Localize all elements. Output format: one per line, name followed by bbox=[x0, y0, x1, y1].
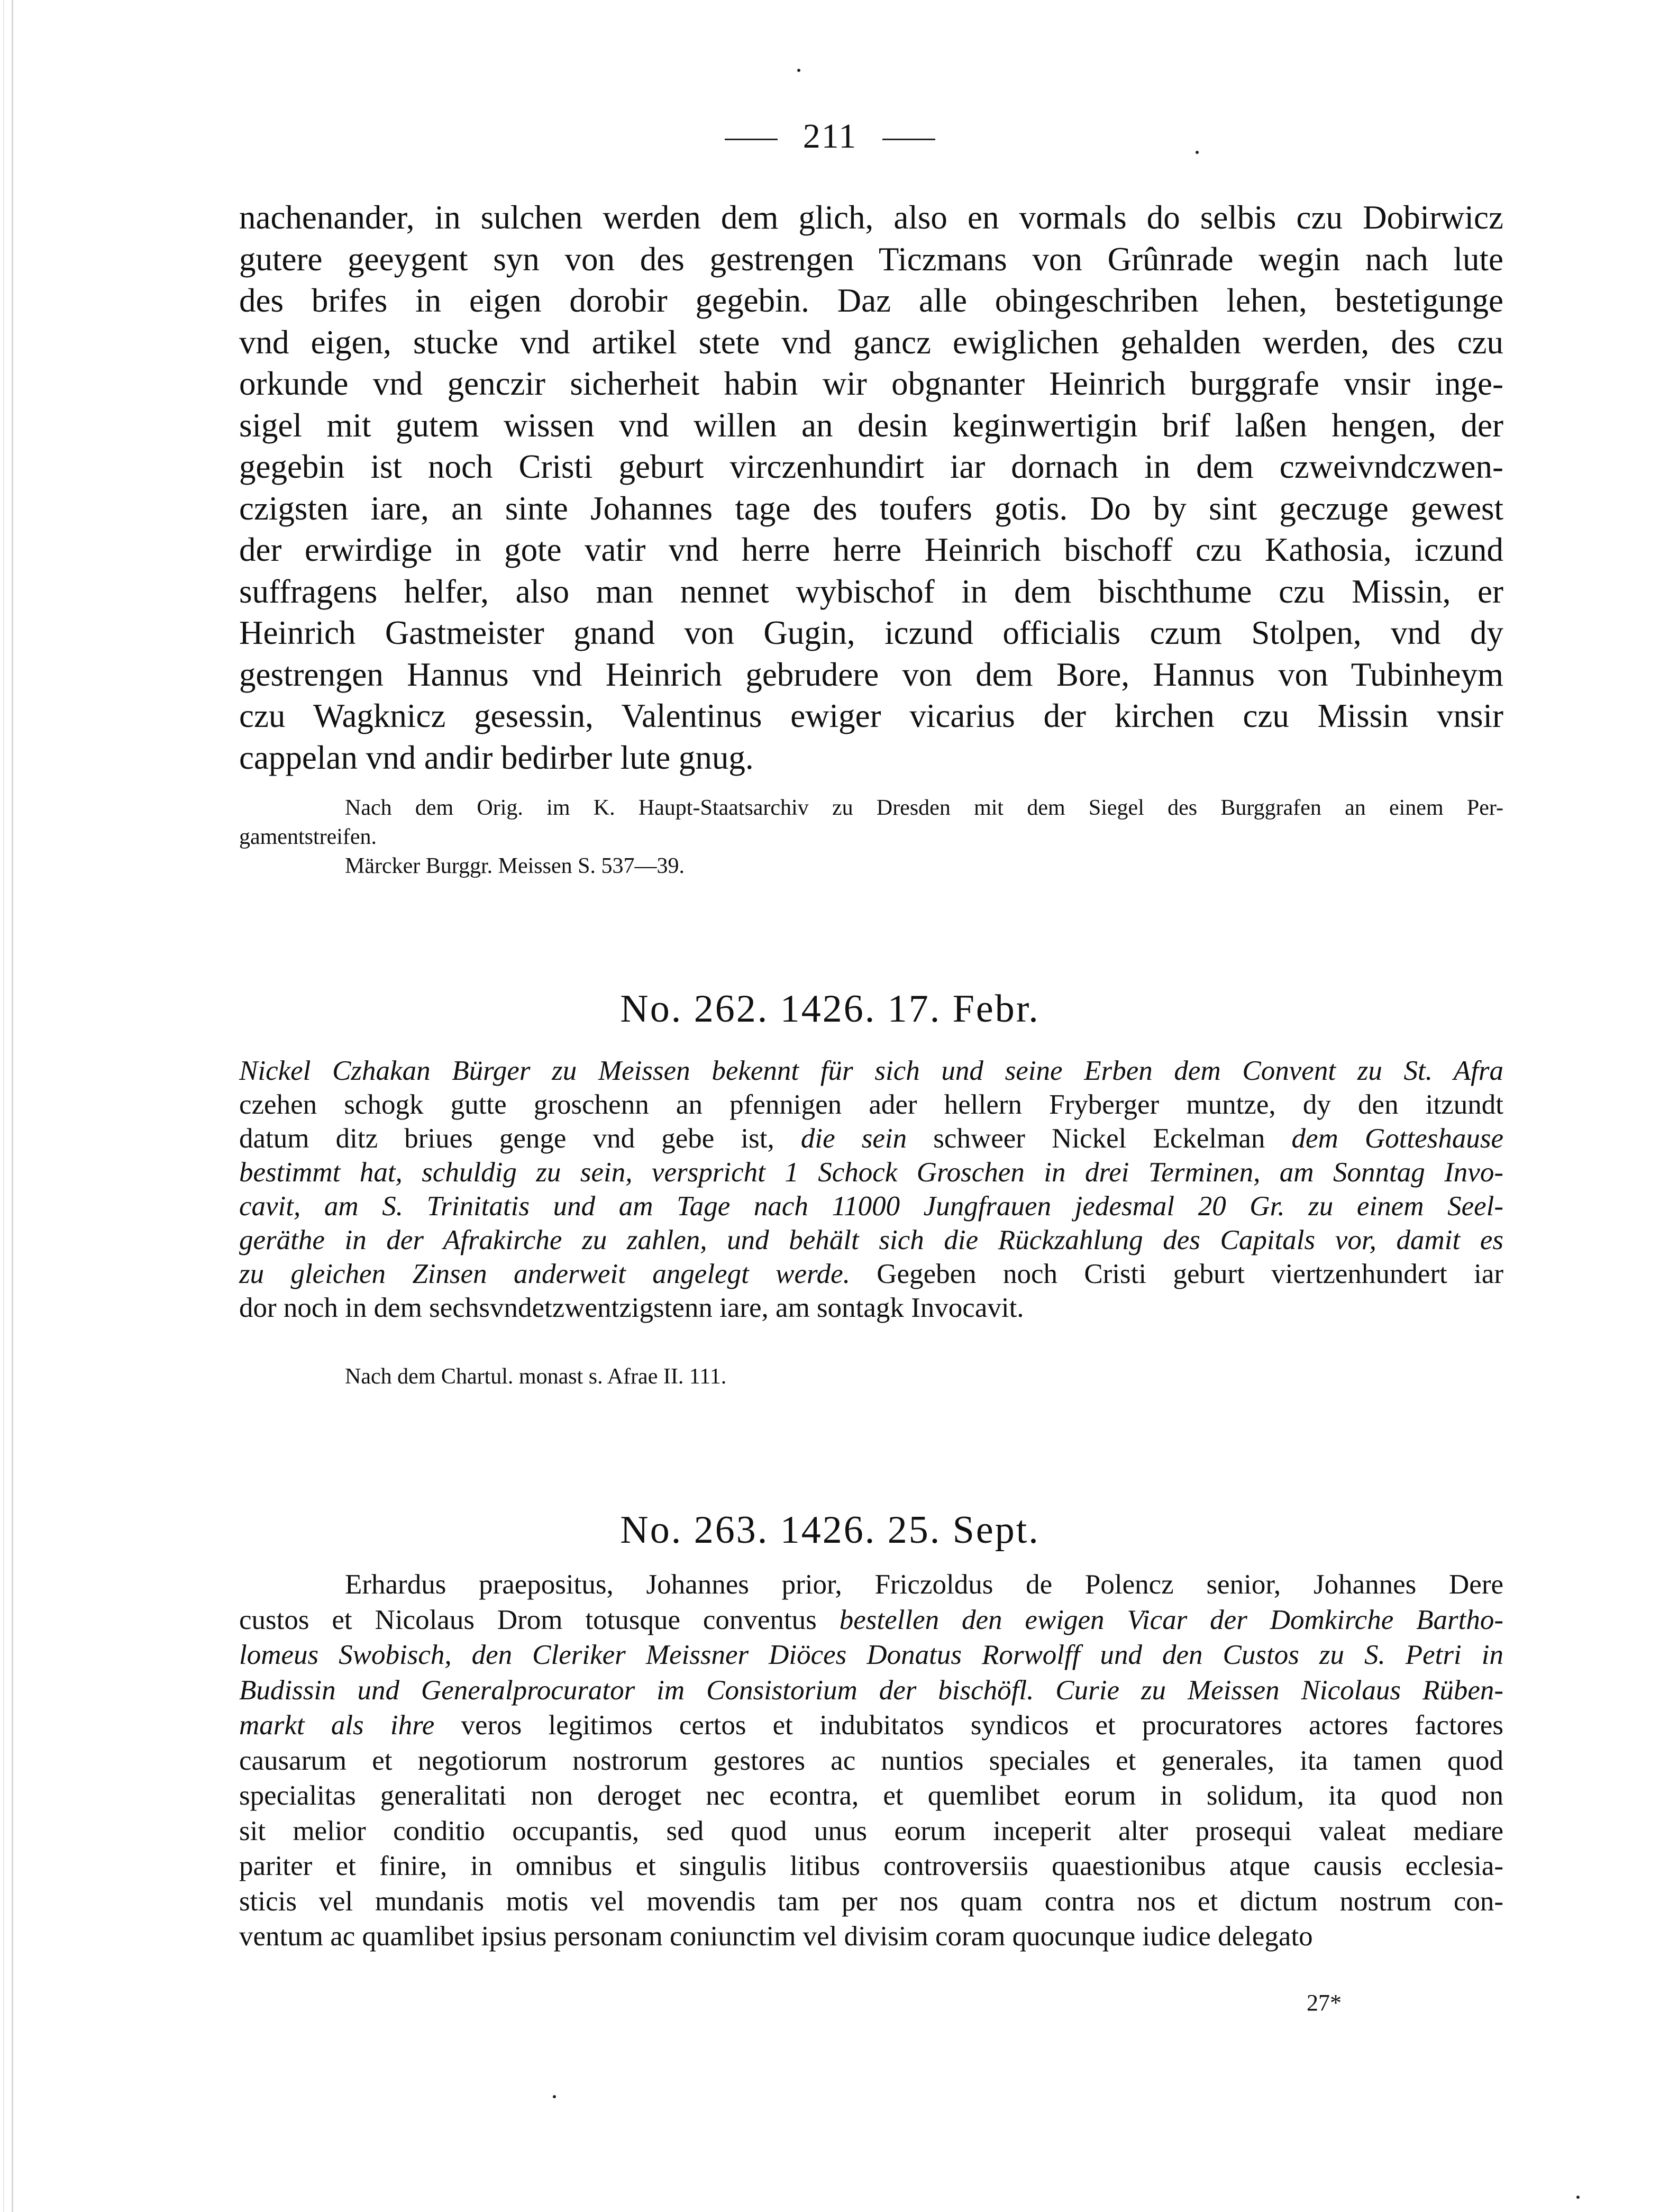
scan-edge bbox=[12, 0, 13, 2212]
scan-speck bbox=[553, 2095, 556, 2098]
text-segment: ventum ac quamlibet ipsius personam coniunctim vel divisim coram quocunque iudice delegato bbox=[239, 1921, 1313, 1952]
text-segment: pariter et finire, in omnibus et singulis litibus controversiis quaestionibus atque causis ecclesia- bbox=[239, 1851, 1503, 1881]
doc-263-text bbox=[239, 1567, 1503, 1954]
text-line: czigsten iare, an sinte Johannes tage des toufers gotis. Do by sint geczuge gewest bbox=[239, 489, 1503, 527]
text-line: sigel mit gutem wissen vnd willen an desin keginwertigin brif laßen hengen, der bbox=[239, 406, 1503, 444]
text-line: vnd eigen, stucke vnd artikel stete vnd gancz ewiglichen gehalden werden, des czu bbox=[239, 323, 1503, 361]
text-line bbox=[239, 1919, 1503, 1954]
text-line: Heinrich Gastmeister gnand von Gugin, iczund officialis czum Stolpen, vnd dy bbox=[239, 614, 1503, 651]
text-line bbox=[239, 1189, 1503, 1223]
doc-262-source-note: Nach dem Chartul. monast s. Afrae II. 111. bbox=[345, 1364, 727, 1389]
text-line bbox=[239, 1088, 1503, 1122]
page-number bbox=[0, 116, 1660, 157]
text-line bbox=[239, 1814, 1503, 1849]
text-line: der erwirdige in gote vatir vnd herre herre Heinrich bischoff czu Kathosia, iczund bbox=[239, 531, 1503, 568]
text-segment: czehen schogk gutte groschenn an pfennigen ader hellern Fryberger muntze, dy den itzundt bbox=[239, 1089, 1503, 1120]
text-line: gegebin ist noch Cristi geburt virczenhundirt iar dornach in dem czweivndczwen- bbox=[239, 448, 1503, 485]
italic-segment: bestellen den ewigen Vicar der Domkirche Bartho- bbox=[839, 1604, 1503, 1635]
scan-speck bbox=[1196, 151, 1199, 154]
text-line bbox=[239, 1223, 1503, 1257]
page-number-rule-left bbox=[725, 139, 778, 140]
italic-segment: Budissin und Generalprocurator im Consistorium der bischöfl. Curie zu Meissen Nicolaus Rüben- bbox=[239, 1674, 1503, 1706]
text-line: gutere geeygent syn von des gestrengen Ticzmans von Grûnrade wegin nach lute bbox=[239, 240, 1503, 278]
page-number-value: 211 bbox=[802, 117, 858, 156]
text-line bbox=[239, 1155, 1503, 1189]
italic-segment: bestimmt hat, schuldig zu sein, verspricht 1 Schock Groschen in drei Terminen, am Sonntag Invo- bbox=[239, 1157, 1503, 1188]
text-segment: datum ditz briues genge vnd gebe ist, bbox=[239, 1123, 801, 1154]
italic-segment: lomeus Swobisch, den Cleriker Meissner Diöces Donatus Rorwolff und den Custos zu S. Petri in bbox=[239, 1640, 1503, 1670]
doc-262-notes bbox=[239, 1362, 1503, 1391]
text-segment: sticis vel mundanis motis vel movendis tam per nos quam contra nos et dictum nostrum con- bbox=[239, 1886, 1503, 1917]
text-line bbox=[239, 1673, 1503, 1708]
text-line bbox=[239, 1054, 1503, 1088]
text-segment: causarum et negotiorum nostrorum gestores ac nuntios speciales et generales, ita tamen quod bbox=[239, 1745, 1503, 1776]
text-segment: veros legitimos certos et indubitatos syndicos et procuratores actores factores bbox=[434, 1710, 1503, 1741]
italic-segment: die sein bbox=[800, 1123, 907, 1154]
text-line bbox=[239, 1637, 1503, 1673]
text-line: des brifes in eigen dorobir gegebin. Daz alle obingeschriben lehen, bestetigunge bbox=[239, 282, 1503, 319]
text-segment: Erhardus praepositus, Johannes prior, Friczoldus de Polencz senior, Johannes Dere bbox=[345, 1569, 1503, 1600]
italic-segment: cavit, am S. Trinitatis und am Tage nach 11000 Jungfrauen jedesmal 20 Gr. zu einem Seel- bbox=[239, 1191, 1503, 1222]
doc-262-heading: No. 262. 1426. 17. Febr. bbox=[620, 987, 1040, 1031]
text-line bbox=[239, 1567, 1503, 1603]
text-line bbox=[239, 1743, 1503, 1779]
scan-speck bbox=[1576, 2196, 1580, 2199]
scan-speck bbox=[797, 69, 800, 72]
text-line: orkunde vnd genczir sicherheit habin wir obgnanter Heinrich burggrafe vnsir inge- bbox=[239, 365, 1503, 402]
text-segment: custos et Nicolaus Drom totusque conventus bbox=[239, 1604, 840, 1635]
text-line bbox=[239, 1122, 1503, 1155]
text-segment: sit melior conditio occupantis, sed quod unus eorum inceperit alter prosequi valeat mediare bbox=[239, 1815, 1503, 1846]
text-segment: dor noch in dem sechsvndetzwentzigstenn iare, am sontagk Invocavit. bbox=[239, 1292, 1024, 1323]
scan-edge bbox=[3, 0, 4, 2212]
continuation-notes bbox=[239, 794, 1503, 881]
text-line bbox=[239, 1849, 1503, 1884]
text-line bbox=[239, 1291, 1503, 1325]
continuation-text bbox=[239, 197, 1503, 778]
archive-note: Nach dem Orig. im K. Haupt-Staatsarchiv zu Dresden mit dem Siegel des Burggrafen an einem Per- bbox=[345, 796, 1503, 820]
italic-segment: Nickel Czhakan Bürger zu Meissen bekennt für sich und seine Erben dem Convent zu St. Afra bbox=[239, 1055, 1503, 1086]
italic-segment: zu gleichen Zinsen anderweit angelegt werde. bbox=[239, 1259, 850, 1289]
italic-segment: markt als ihre bbox=[239, 1710, 435, 1741]
page-number-rule-right bbox=[882, 139, 935, 140]
text-line bbox=[239, 1257, 1503, 1291]
italic-segment: dem Gotteshause bbox=[1291, 1123, 1503, 1154]
text-line: czu Wagknicz gesessin, Valentinus ewiger vicarius der kirchen czu Missin vnsir bbox=[239, 697, 1503, 734]
text-line: nachenander, in sulchen werden dem glich, also en vormals do selbis czu Dobirwicz bbox=[239, 199, 1503, 236]
text-line bbox=[239, 1884, 1503, 1919]
text-segment: Gegeben noch Cristi geburt viertzenhundert iar bbox=[850, 1259, 1503, 1289]
text-line: gestrengen Hannus vnd Heinrich gebrudere von dem Bore, Hannus von Tubinheym bbox=[239, 656, 1503, 693]
literature-note: Märcker Burggr. Meissen S. 537—39. bbox=[345, 854, 685, 878]
italic-segment: geräthe in der Afrakirche zu zahlen, und behält sich die Rückzahlung des Capitals vor, damit es bbox=[239, 1225, 1503, 1255]
archive-note-cont: gamentstreifen. bbox=[239, 825, 377, 849]
text-line bbox=[239, 1778, 1503, 1814]
doc-262-text bbox=[239, 1054, 1503, 1325]
text-segment: schweer Nickel Eckelman bbox=[907, 1123, 1292, 1154]
text-line bbox=[239, 1603, 1503, 1638]
signature-mark: 27* bbox=[1307, 1990, 1342, 2016]
text-line: cappelan vnd andir bedirber lute gnug. bbox=[239, 739, 754, 776]
text-line: suffragens helfer, also man nennet wybischof in dem bischthume czu Missin, er bbox=[239, 572, 1503, 610]
doc-263-heading: No. 263. 1426. 25. Sept. bbox=[620, 1508, 1040, 1552]
text-segment: specialitas generalitati non deroget nec econtra, et quemlibet eorum in solidum, ita quod non bbox=[239, 1780, 1503, 1811]
text-line bbox=[239, 1708, 1503, 1743]
